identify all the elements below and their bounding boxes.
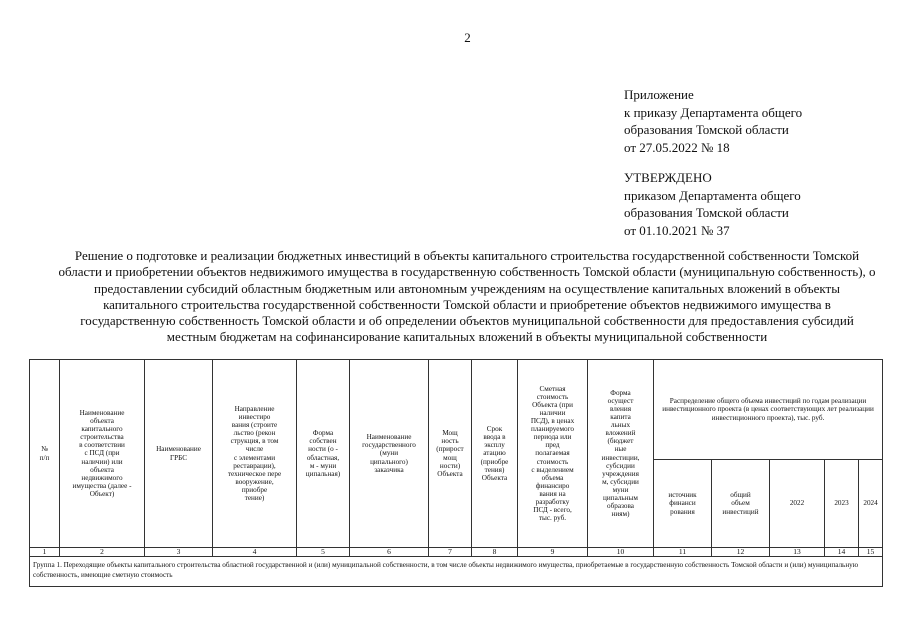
column-number: 15 [859, 548, 883, 557]
appendix-line: образования Томской области [624, 122, 789, 137]
approved-line: образования Томской области [624, 205, 789, 220]
header-year-2022: 2022 [770, 460, 825, 548]
approved-block [624, 169, 801, 239]
header-customer: Наименование государственного (муни ципального) заказчика [350, 360, 429, 548]
approved-line: УТВЕРЖДЕНО [624, 170, 712, 185]
header-grbs: Наименование ГРБС [145, 360, 213, 548]
column-number: 2 [60, 548, 145, 557]
header-funding-source: источник финанси рования [654, 460, 712, 548]
page-number: 2 [464, 30, 471, 45]
column-number: 12 [712, 548, 770, 557]
appendix-line: от 27.05.2022 № 18 [624, 139, 730, 155]
column-number: 8 [472, 548, 518, 557]
appendix-line: Приложение [624, 87, 694, 102]
investment-table [29, 359, 883, 587]
column-number: 1 [30, 548, 60, 557]
header-capacity: Мощ ность (прирост мощ ности) Объекта [429, 360, 472, 548]
column-number: 5 [297, 548, 350, 557]
column-number: 7 [429, 548, 472, 557]
column-number: 6 [350, 548, 429, 557]
header-investment-form: Форма осущест вления капита льных вложений (бюджет ные инвестиции, субсидии учреждения м, субсидии муни ципальным образова ниям) [588, 360, 654, 548]
group-1-row: Группа 1. Переходящие объекты капитального строительства областной государственной и (или) муниципальной собственности, в том числе объекты недвижимого имущества, приобретаемые в государственную собственность Томской области и (или) муниципальную собственность, имеющие сметную стоимость [30, 557, 883, 587]
header-number: № п/п [30, 360, 60, 548]
approved-line: приказом Департамента общего [624, 187, 801, 203]
header-object-name: Наименование объекта капитального строительства в соответствии с ПСД (при наличии) или объекта недвижимого имущества (далее - Объект) [60, 360, 145, 548]
header-year-2024: 2024 [859, 460, 883, 548]
header-ownership-form: Форма собствен ности (о - областная, м - муни ципальная) [297, 360, 350, 548]
header-commissioning-date: Срок ввода в эксплу атацию (приобре тения) Объекта [472, 360, 518, 548]
header-distribution: Распределение общего объема инвестиций по годам реализации инвестиционного проекта (в ценах соответствующих лет реализации инвестиционного проекта), тыс. руб. [654, 360, 883, 460]
appendix-block [624, 86, 802, 156]
header-estimated-cost: Сметная стоимость Объекта (при наличии ПСД), в ценах планируемого периода или пред полагаемая стоимость с выделением объема финансиро вания на разработку ПСД - всего, тыс. руб. [518, 360, 588, 548]
column-number-row [30, 548, 883, 557]
column-number: 3 [145, 548, 213, 557]
appendix-line: к приказу Департамента общего [624, 104, 803, 120]
column-number: 14 [825, 548, 859, 557]
header-year-2023: 2023 [825, 460, 859, 548]
header-investment-direction: Направление инвестиро вания (строите льство (рекон струкция, в том числе с элементами реставрации), техническое пере вооружение, приобре тение) [213, 360, 297, 548]
column-number: 10 [588, 548, 654, 557]
header-total-investment: общий объем инвестиций [712, 460, 770, 548]
column-number: 9 [518, 548, 588, 557]
column-number: 11 [654, 548, 712, 557]
document-title: Решение о подготовке и реализации бюджетных инвестиций в объекты капитального строительства государственной собственности Томской области и приобретении объектов недвижимого имущества в государственную собственность Томской области (муниципальную собственность), о предоставлении субсидий областным бюджетным или автономным учреждениям на осуществление капитальных вложений в объекты капитального строительства государственной собственности Томской области и приобретение объектов недвижимого имущества в государственную собственность Томской области и об определении объектов муниципальной собственности для предоставления субсидий местным бюджетам на софинансирование капитальных вложений в объекты муниципальной собственности [58, 248, 876, 345]
column-number: 13 [770, 548, 825, 557]
approved-line: от 01.10.2021 № 37 [624, 222, 730, 238]
column-number: 4 [213, 548, 297, 557]
